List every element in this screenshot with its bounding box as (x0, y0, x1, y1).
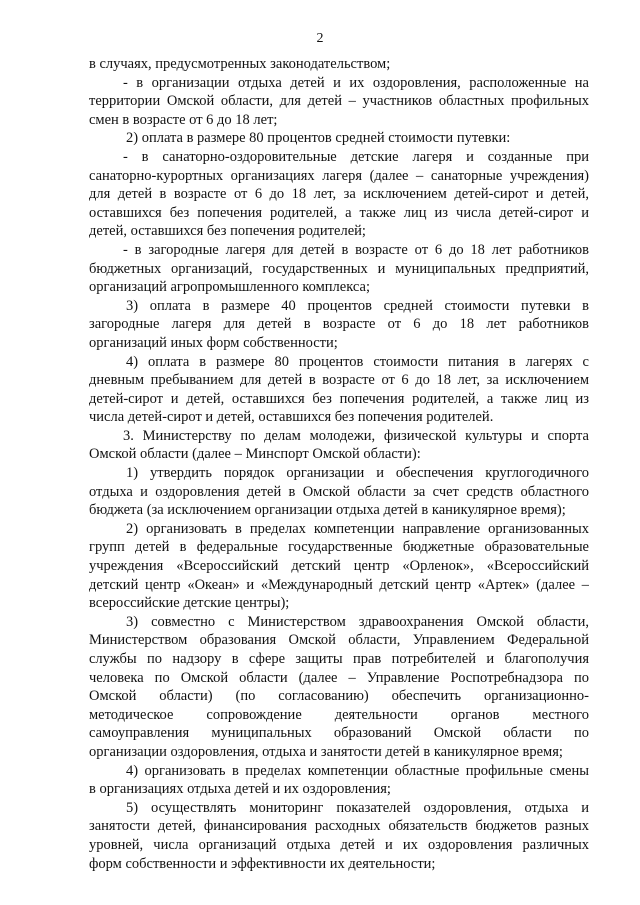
text-line: человека по Омской области (далее – Управление Роспотребнадзора по (89, 669, 589, 686)
text-line: 3) совместно с Министерством здравоохранения Омской области, (126, 613, 589, 630)
text-line: 3. Министерству по делам молодежи, физической культуры и спорта (123, 427, 589, 444)
text-line: - в организации отдыха детей и их оздоровления, расположенные на (123, 74, 589, 91)
text-line: бюджетных организаций, государственных и муниципальных предприятий, (89, 260, 589, 277)
text-line: 2) оплата в размере 80 процентов средней стоимости путевки: (126, 130, 511, 147)
text-line: Омской области (далее – Минспорт Омской области): (89, 446, 421, 463)
text-line: отдыха и оздоровления детей в Омской области за счет средств областного (89, 483, 589, 500)
document-body (89, 55, 589, 873)
text-line: детский центр «Океан» и «Международный детский центр «Артек» (далее – (89, 576, 589, 593)
text-line: Министерством образования Омской области, Управлением Федеральной (89, 632, 589, 649)
text-line: организации оздоровления, отдыха и занятости детей в каникулярное время; (89, 743, 563, 760)
text-line: 3) оплата в размере 40 процентов средней стоимости путевки в (126, 297, 589, 314)
text-line: для детей в возрасте от 6 до 18 лет, за исключением детей-сирот и детей, (89, 186, 589, 203)
text-line: Омской области) (по согласованию) обеспечить организационно- (89, 688, 589, 705)
text-line: в организациях отдыха детей и их оздоровления; (89, 781, 391, 798)
text-line: учреждения «Всероссийский детский центр «Орленок», «Всероссийский (89, 558, 589, 575)
text-line: - в загородные лагеря для детей в возрасте от 6 до 18 лет работников (123, 241, 589, 258)
text-line: уровней, числа организаций отдыха детей и их оздоровления различных (89, 836, 589, 853)
text-line: 5) осуществлять мониторинг показателей оздоровления, отдыха и (126, 799, 589, 816)
text-line: детей, оставшихся без попечения родителей; (89, 223, 366, 240)
text-line: - в санаторно-оздоровительные детские лагеря и созданные при (123, 148, 589, 165)
text-line: организаций агропромышленного комплекса; (89, 279, 370, 296)
text-line: 2) организовать в пределах компетенции направление организованных (126, 520, 589, 537)
text-line: занятости детей, финансирования расходных обязательств бюджетов разных (89, 818, 589, 835)
text-line: организаций иных форм собственности; (89, 334, 338, 351)
text-line: в случаях, предусмотренных законодательством; (89, 56, 391, 72)
text-line: самоуправления муниципальных образований Омской области по (89, 725, 589, 742)
text-line: всероссийские детские центры); (89, 595, 290, 612)
page-number: 2 (316, 31, 324, 46)
text-line: территории Омской области, для детей – участников областных профильных (89, 93, 589, 110)
text-line: детей-сирот и детей, оставшихся без попечения родителей, а также лиц из (89, 390, 589, 407)
text-line: числа детей-сирот и детей, оставшихся без попечения родителей. (89, 409, 494, 426)
text-line: форм собственности и эффективности их деятельности; (89, 855, 436, 872)
text-line: 4) организовать в пределах компетенции областные профильные смены (126, 762, 589, 779)
text-line: групп детей в федеральные государственные бюджетные образовательные (89, 539, 589, 556)
text-line: 4) оплата в размере 80 процентов стоимости питания в лагерях с (126, 353, 589, 370)
text-line: службы по надзору в сфере защиты прав потребителей и благополучия (89, 651, 589, 667)
text-line: смен в возрасте от 6 до 18 лет; (89, 111, 278, 128)
text-line: методическое сопровождение деятельности органов местного (89, 706, 589, 723)
text-line: оставшихся без попечения родителей, а также лиц из числа детей-сирот и (89, 204, 589, 221)
text-line: загородные лагеря для детей в возрасте от 6 до 18 лет работников (89, 316, 589, 333)
text-line: санаторно-курортных организациях лагеря (далее – санаторные учреждения) (89, 167, 589, 184)
text-line: 1) утвердить порядок организации и обеспечения круглогодичного (126, 465, 589, 482)
text-line: дневным пребыванием для детей в возрасте от 6 до 18 лет, за исключением (89, 372, 589, 389)
text-line: бюджета (за исключением организации отдыха детей в каникулярное время); (89, 502, 566, 519)
